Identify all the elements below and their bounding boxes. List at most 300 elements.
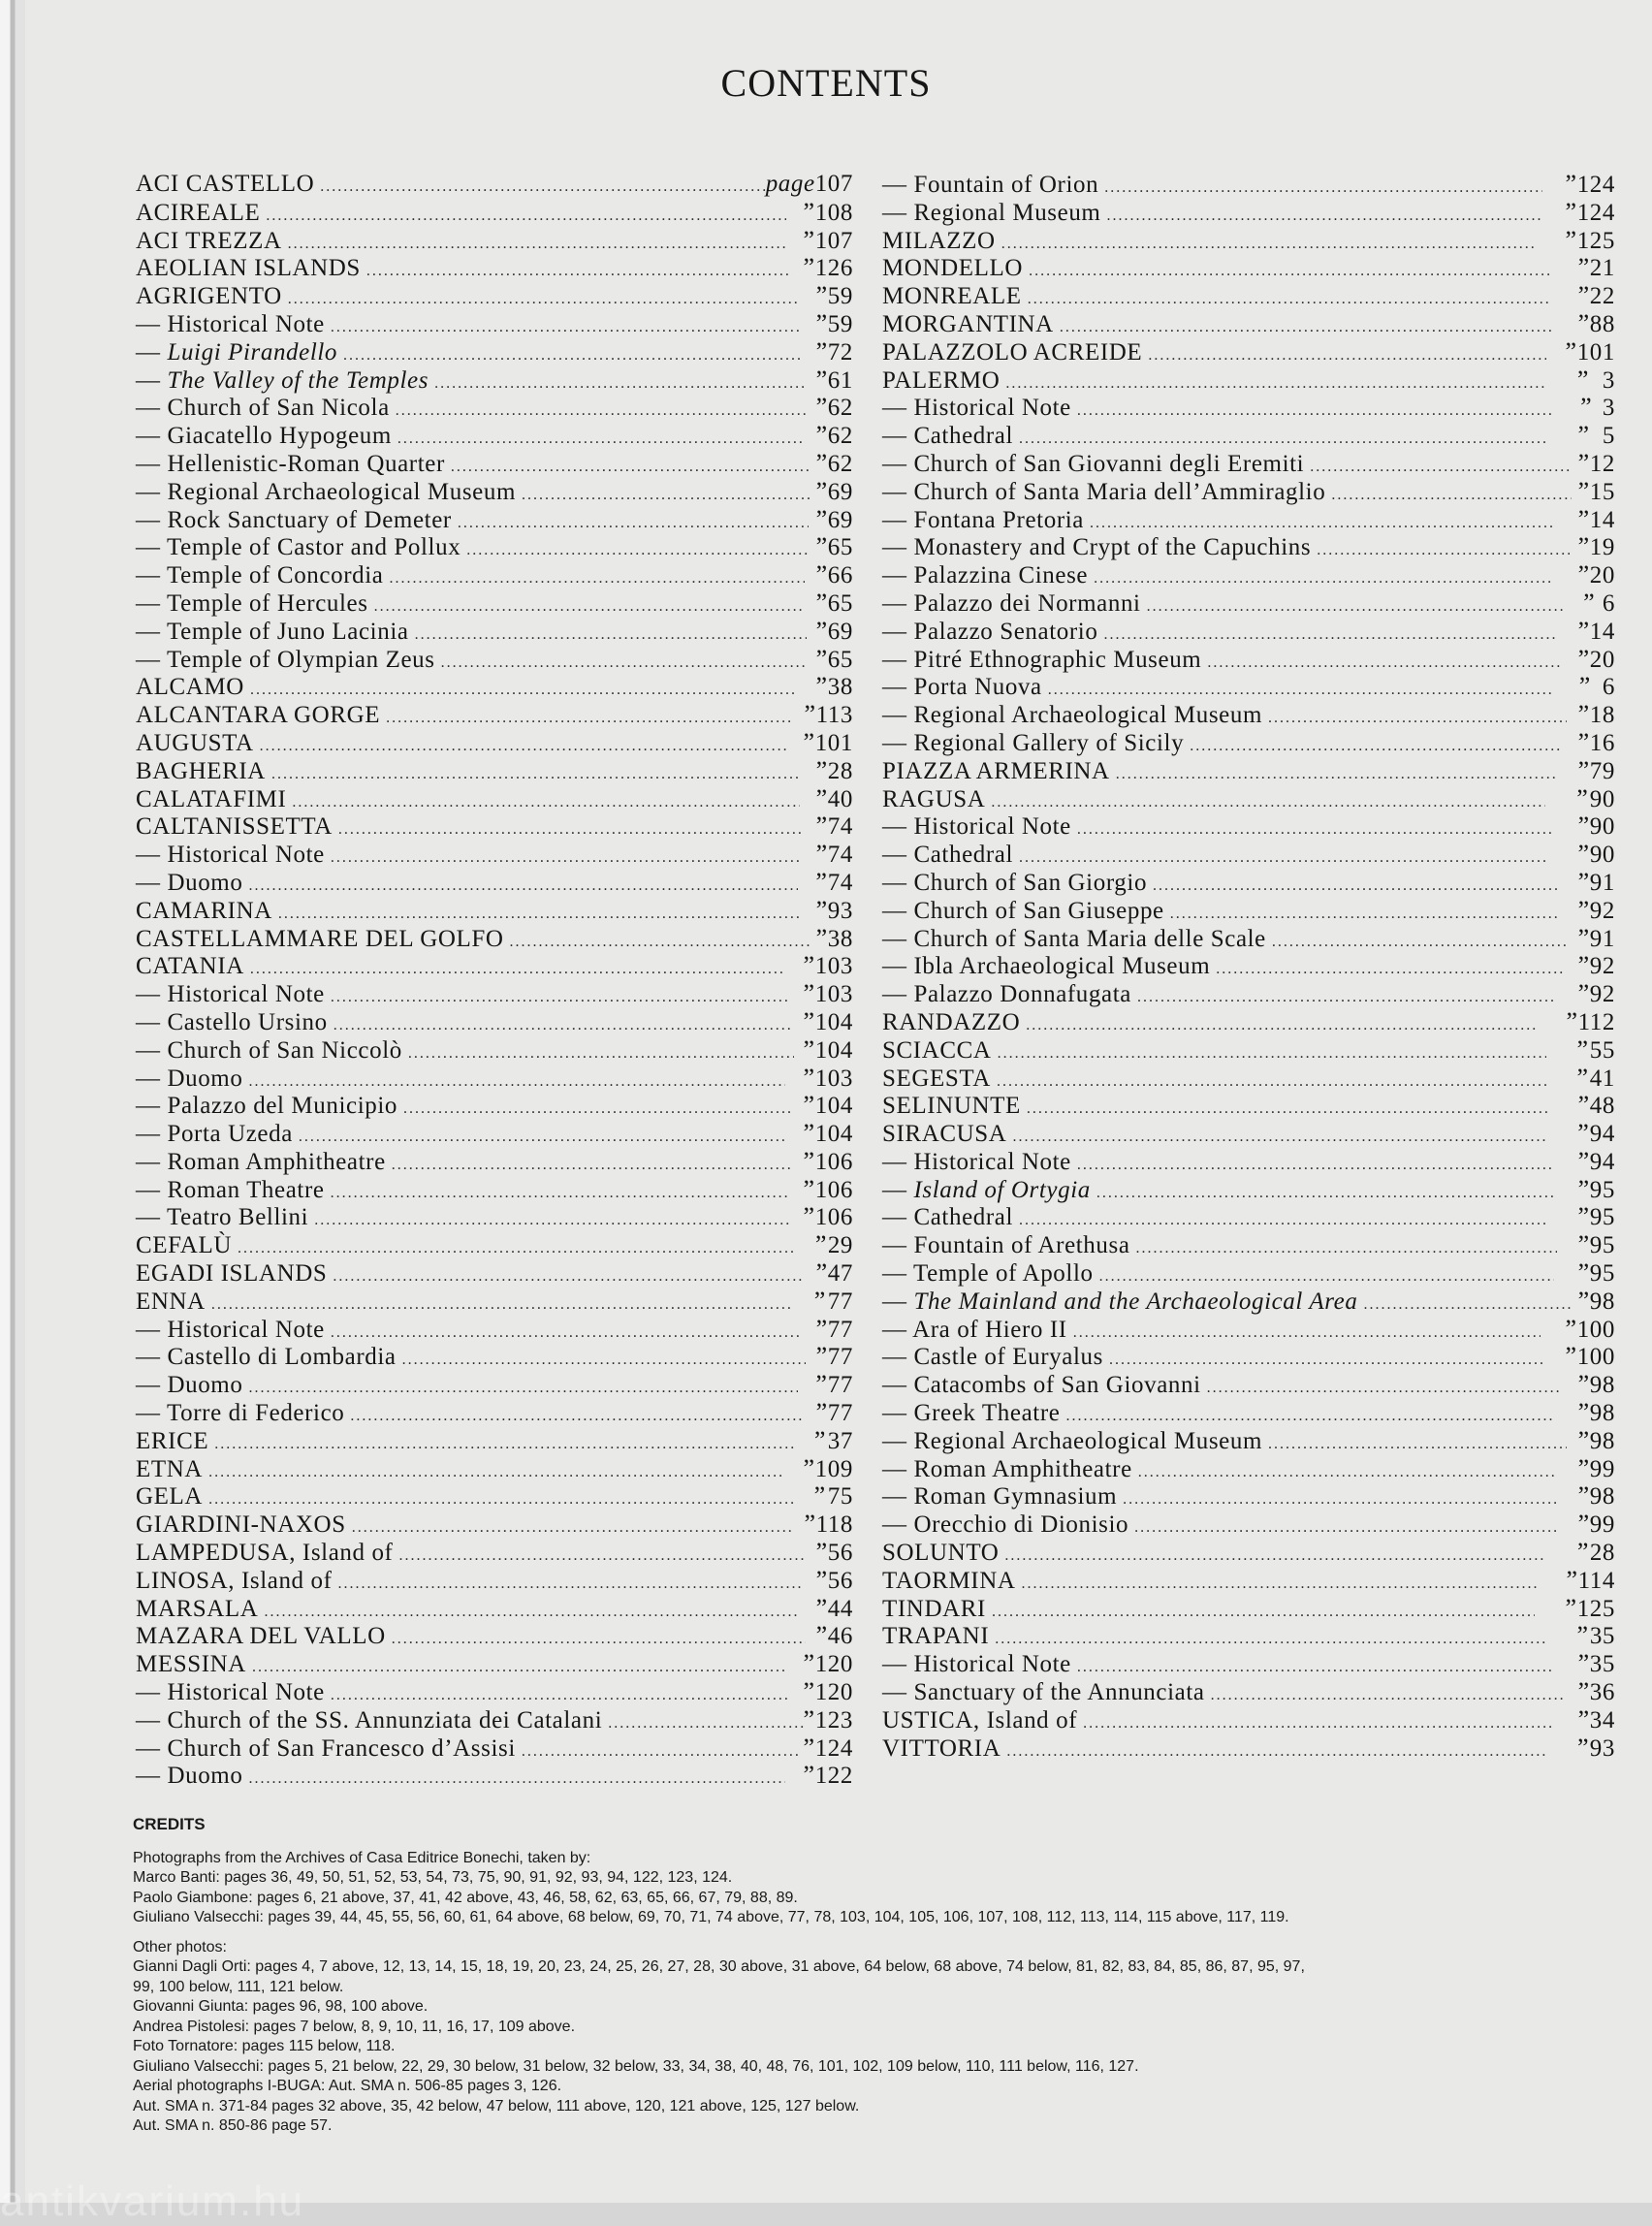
dot-leader: [1019, 426, 1548, 454]
ditto-mark: ”: [803, 1146, 815, 1175]
dot-leader: [266, 203, 786, 231]
page-word-label: page: [765, 171, 815, 197]
ditto-mark: ”: [813, 1286, 826, 1315]
entry-label: MORGANTINA: [882, 310, 1054, 337]
entry-page-number: 120: [814, 1651, 853, 1678]
contents-entry: [136, 199, 853, 227]
entry-page-number: 62: [827, 395, 853, 422]
dot-leader: [402, 1347, 806, 1375]
entry-page-number: 3: [1602, 395, 1615, 422]
credits-photographer-list: [133, 1868, 1606, 1928]
entry-page-number: 106: [814, 1204, 853, 1231]
ditto-mark: ”: [1577, 951, 1590, 980]
dot-leader: [1012, 1124, 1547, 1152]
entry-label: GIARDINI-NAXOS: [136, 1511, 346, 1539]
contents-entry: [136, 533, 853, 561]
entry-label: — Monastery and Crypt of the Capuchins: [882, 534, 1312, 561]
entry-page-number: 101: [1576, 338, 1615, 366]
ditto-mark: ”: [1577, 1370, 1590, 1399]
entry-label: — Island of Ortygia: [882, 1176, 1091, 1203]
contents-entry: [882, 282, 1615, 310]
contents-entry: [882, 366, 1615, 395]
entry-page-number: 6: [1602, 589, 1616, 617]
dot-leader: [1106, 203, 1542, 231]
dot-leader: [299, 1124, 788, 1152]
dot-leader: [1019, 1207, 1548, 1235]
ditto-mark: ”: [1580, 393, 1593, 422]
entry-label: — Church of San Niccolò: [136, 1036, 402, 1064]
entry-page-number: 95: [1589, 1176, 1615, 1203]
ditto-mark: ”: [1577, 1091, 1590, 1120]
entry-page-number: 77: [827, 1344, 853, 1371]
entry-label: — Duomo: [136, 1065, 243, 1092]
dot-leader: [1116, 761, 1556, 789]
entry-label: — Church of San Giorgio: [882, 869, 1148, 896]
entry-page-number: 93: [827, 897, 853, 924]
entry-page-number: 125: [1576, 227, 1615, 254]
ditto-mark: ”: [803, 979, 815, 1008]
entry-page-number: 103: [814, 1065, 853, 1092]
dot-leader: [1137, 984, 1557, 1012]
entry-page-number: 98: [1589, 1372, 1615, 1399]
dot-leader: [389, 565, 805, 593]
entry-label: — Temple of Juno Lacinia: [136, 618, 409, 645]
contents-entry: [136, 1706, 853, 1734]
dot-leader: [1048, 677, 1552, 705]
ditto-mark: ”: [815, 504, 828, 533]
ditto-mark: ”: [815, 448, 828, 477]
entry-page-number: 65: [827, 646, 853, 673]
entry-label: MESSINA: [136, 1651, 246, 1678]
ditto-mark: ”: [1577, 1119, 1590, 1148]
entry-label: — Castello di Lombardia: [136, 1344, 397, 1371]
entry-label: — Temple of Hercules: [136, 589, 368, 617]
dot-leader: [608, 1710, 803, 1738]
ditto-mark: ”: [803, 1063, 815, 1092]
entry-label: — Orecchio di Dionisio: [882, 1511, 1129, 1539]
contents-entry: [882, 729, 1615, 757]
credits-other-heading: Other photos:: [133, 1938, 227, 1956]
entry-label: — Castle of Euryalus: [882, 1344, 1103, 1371]
contents-entry: [882, 1176, 1615, 1204]
ditto-mark: ”: [815, 393, 828, 422]
contents-entry: [136, 1008, 853, 1036]
ditto-mark: ”: [1565, 225, 1577, 254]
entry-page-number: 65: [827, 534, 853, 561]
entry-page-number: 65: [827, 589, 853, 617]
entry-page-number: 98: [1589, 1288, 1615, 1315]
contents-entry: [136, 1482, 853, 1510]
entry-label: AEOLIAN ISLANDS: [136, 255, 361, 282]
entry-page-number: 5: [1602, 423, 1616, 450]
ditto-mark: ”: [1576, 1034, 1589, 1064]
entry-label: — Pitré Ethnographic Museum: [882, 646, 1202, 673]
ditto-mark: ”: [1576, 1621, 1589, 1650]
contents-entry: [882, 422, 1615, 450]
dot-leader: [248, 1765, 785, 1794]
entry-label: — Church of San Giovanni degli Eremiti: [882, 450, 1305, 477]
ditto-mark: ”: [803, 253, 815, 282]
contents-entry: [882, 1288, 1615, 1316]
contents-entry: [882, 394, 1615, 422]
contents-entry: [882, 199, 1615, 227]
contents-entry: [882, 1343, 1615, 1371]
entry-page-number: 106: [814, 1148, 853, 1175]
contents-entry: [882, 1259, 1615, 1288]
contents-entry: [136, 1092, 853, 1120]
dot-leader: [278, 901, 800, 929]
dot-leader: [1104, 175, 1542, 203]
contents-entry: [136, 589, 853, 618]
entry-label: ALCAMO: [136, 674, 244, 701]
ditto-mark: ”: [1577, 840, 1590, 869]
entry-label: SCIACCA: [882, 1036, 992, 1064]
ditto-mark: ”: [1577, 281, 1590, 310]
contents-entry: [136, 1120, 853, 1148]
entry-page-number: 44: [827, 1595, 853, 1622]
ditto-mark: ”: [815, 672, 828, 701]
contents-entry: [882, 533, 1615, 561]
contents-entry: [136, 841, 853, 869]
contents-entry: [882, 1539, 1615, 1567]
entry-label: ACI TREZZA: [136, 227, 282, 254]
entry-label: AUGUSTA: [136, 729, 254, 756]
entry-page-number: 95: [1589, 1232, 1615, 1259]
ditto-mark: ”: [1577, 867, 1590, 896]
entry-page-number: 104: [814, 1036, 853, 1064]
dot-leader: [1170, 901, 1560, 929]
entry-label: — Palazzo dei Normanni: [882, 589, 1141, 617]
ditto-mark: ”: [803, 1733, 815, 1762]
entry-page-number: 19: [1589, 534, 1615, 561]
entry-page-number: 28: [827, 757, 853, 784]
dot-leader: [415, 621, 807, 650]
contents-entry: [136, 785, 853, 813]
entry-page-number: 14: [1589, 506, 1615, 533]
contents-entry: [136, 1036, 853, 1065]
entry-page-number: 104: [814, 1093, 853, 1120]
ditto-mark: ”: [1565, 336, 1577, 366]
dot-leader: [1138, 1459, 1557, 1487]
credits-line: Paolo Giambone: pages 6, 21 above, 37, 41, 42 above, 43, 46, 58, 62, 63, 65, 66, 67, 79, 88, 89.: [133, 1889, 798, 1906]
ditto-mark: ”: [815, 1621, 828, 1650]
entry-label: LINOSA, Island of: [136, 1567, 333, 1594]
dot-leader: [211, 1291, 794, 1320]
entry-page-number: 124: [1576, 199, 1615, 226]
dot-leader: [992, 1599, 1535, 1627]
entry-page-number: 3: [1602, 366, 1615, 394]
entry-page-number: 72: [827, 338, 853, 366]
entry-label: — Temple of Concordia: [136, 562, 384, 589]
dot-leader: [1005, 370, 1546, 398]
entry-label: PALERMO: [882, 366, 1001, 394]
contents-entry: [882, 1455, 1615, 1483]
contents-entry: [136, 506, 853, 534]
dot-leader: [331, 314, 802, 342]
dot-leader: [331, 1682, 790, 1710]
entry-page-number: 92: [1589, 981, 1615, 1008]
dot-leader: [238, 1235, 797, 1263]
ditto-mark: ”: [1565, 1314, 1577, 1343]
entry-page-number: 77: [827, 1400, 853, 1427]
dot-leader: [331, 1180, 790, 1208]
dot-leader: [288, 231, 788, 259]
entry-page-number: 47: [827, 1260, 853, 1288]
entry-label: SIRACUSA: [882, 1121, 1007, 1148]
dot-leader: [1207, 650, 1562, 678]
contents-entry: [882, 701, 1615, 729]
entry-page-number: 77: [827, 1372, 853, 1399]
entry-page-number: 74: [827, 842, 853, 869]
ditto-mark: ”: [815, 1398, 828, 1427]
credits-line: Andrea Pistolesi: pages 7 below, 8, 9, 10, 11, 16, 17, 109 above.: [133, 2018, 576, 2035]
contents-entry: [882, 506, 1615, 534]
dot-leader: [392, 1152, 793, 1180]
contents-entry: [882, 1734, 1615, 1763]
ditto-mark: ”: [1577, 1146, 1590, 1175]
entry-page-number: 20: [1589, 562, 1615, 589]
ditto-mark: ”: [815, 783, 828, 812]
entry-page-number: 62: [827, 423, 853, 450]
dot-leader: [331, 984, 790, 1012]
entry-label: — Historical Note: [882, 395, 1071, 422]
entry-label-italic: Island of Ortygia: [913, 1176, 1091, 1203]
contents-entry: [882, 1316, 1615, 1344]
entry-page-number: 93: [1589, 1734, 1615, 1762]
contents-entry: [136, 171, 853, 199]
entry-page-number: 59: [827, 283, 853, 310]
contents-entry: [136, 422, 853, 450]
entry-page-number: 90: [1589, 842, 1616, 869]
entry-label: MAZARA DEL VALLO: [136, 1623, 386, 1650]
entry-label: — Historical Note: [136, 842, 325, 869]
entry-label: — Church of San Giuseppe: [882, 897, 1164, 924]
entry-label: BAGHERIA: [136, 757, 266, 784]
dot-leader: [1094, 565, 1554, 593]
contents-entry: [882, 1203, 1615, 1231]
entry-page-number: 74: [827, 813, 853, 841]
entry-label: ENNA: [136, 1288, 206, 1315]
dot-leader: [1027, 1096, 1549, 1124]
entry-page-number: 94: [1589, 1121, 1615, 1148]
credits-intro: Photographs from the Archives of Casa Editrice Bonechi, taken by:: [133, 1849, 591, 1866]
entry-page-number: 6: [1602, 674, 1615, 701]
ditto-mark: ”: [1565, 197, 1577, 226]
entry-page-number: 62: [827, 450, 853, 477]
dot-leader: [1190, 733, 1561, 761]
entry-label: — The Mainland and the Archaeological Area: [882, 1288, 1358, 1315]
entry-label: MONDELLO: [882, 255, 1024, 282]
dot-leader: [1268, 1431, 1567, 1459]
contents-entry: [136, 980, 853, 1008]
ditto-mark: ”: [815, 336, 828, 366]
contents-entry: [882, 897, 1615, 925]
contents-entry: [136, 646, 853, 674]
dot-leader: [366, 258, 792, 286]
dot-leader: [1103, 621, 1554, 650]
dot-leader: [441, 650, 809, 678]
entry-page-number: 99: [1589, 1455, 1615, 1482]
entry-label: — Duomo: [136, 1372, 243, 1399]
entry-page-number: 108: [814, 199, 853, 226]
entry-page-number: 77: [827, 1316, 853, 1343]
entry-label: — Temple of Castor and Pollux: [136, 534, 461, 561]
dot-leader: [343, 342, 803, 370]
entry-page-number: 91: [1589, 869, 1615, 896]
dot-leader: [288, 286, 800, 314]
contents-entry: [136, 366, 853, 395]
ditto-mark: ”: [1577, 755, 1590, 784]
entry-label: TINDARI: [882, 1595, 986, 1622]
ditto-mark: ”: [1577, 1649, 1590, 1678]
entry-page-number: 107: [814, 171, 853, 197]
ditto-mark: ”: [815, 1565, 828, 1594]
contents-entry: [882, 1482, 1615, 1510]
contents-entry: [136, 1762, 853, 1790]
contents-entry: [136, 1734, 853, 1763]
ditto-mark: ”: [1576, 1733, 1590, 1762]
entry-page-number: 104: [814, 1008, 853, 1035]
ditto-mark: ”: [1577, 1453, 1590, 1482]
contents-entry: [136, 1678, 853, 1706]
ditto-mark: ”: [815, 923, 828, 952]
dot-leader: [1317, 537, 1570, 565]
contents-entry: [136, 1343, 853, 1371]
entry-page-number: 101: [814, 729, 853, 756]
ditto-mark: ”: [1565, 1593, 1577, 1622]
ditto-mark: ”: [815, 1342, 828, 1371]
ditto-mark: ”: [815, 1538, 828, 1567]
contents-entry: [882, 952, 1615, 980]
contents-entry: [882, 1595, 1615, 1623]
entry-page-number: 37: [827, 1427, 853, 1454]
dot-leader: [434, 370, 808, 398]
entry-label: — Ara of Hiero II: [882, 1316, 1067, 1343]
page-edge: [0, 0, 25, 2203]
ditto-mark: ”: [1566, 1565, 1578, 1594]
contents-entry: [136, 925, 853, 953]
contents-entry: [882, 1231, 1615, 1259]
ditto-mark: ”: [1577, 700, 1590, 729]
entry-label: — Rock Sanctuary of Demeter: [136, 506, 452, 533]
entry-page-number: 46: [827, 1623, 853, 1650]
entry-page-number: 66: [827, 562, 853, 589]
entry-label: — Cathedral: [882, 423, 1014, 450]
ditto-mark: ”: [803, 1119, 815, 1148]
entry-page-number: 28: [1589, 1540, 1616, 1567]
dot-leader: [1211, 1682, 1563, 1710]
ditto-mark: ”: [1577, 308, 1590, 337]
entry-page-number: 75: [827, 1483, 853, 1510]
dot-leader: [264, 1599, 798, 1627]
entry-label: RAGUSA: [882, 785, 986, 812]
entry-page-number: 91: [1589, 925, 1615, 952]
ditto-mark: ”: [1576, 1538, 1590, 1567]
ditto-mark: ”: [1577, 1286, 1590, 1315]
entry-page-number: 120: [814, 1679, 853, 1706]
ditto-mark: ”: [815, 560, 828, 589]
entry-label: — Roman Gymnasium: [882, 1483, 1118, 1510]
entry-label: — Regional Archaeological Museum: [882, 702, 1263, 729]
dot-leader: [1026, 1012, 1538, 1040]
entry-label: — Duomo: [136, 1763, 243, 1790]
entry-label: TRAPANI: [882, 1623, 990, 1650]
contents-entry: [882, 1567, 1615, 1595]
entry-page-number: 29: [827, 1232, 854, 1259]
entry-label: AGRIGENTO: [136, 283, 282, 310]
entry-page-number: 48: [1589, 1093, 1615, 1120]
ditto-mark: ”: [803, 951, 815, 980]
dot-leader: [1123, 1486, 1556, 1514]
contents-entry: [136, 812, 853, 841]
entry-label: SEGESTA: [882, 1065, 991, 1092]
contents-entry: [882, 171, 1615, 199]
entry-page-number: 16: [1589, 729, 1615, 756]
contents-entry: [136, 561, 853, 589]
credits-line: Aut. SMA n. 850-86 page 57.: [133, 2117, 333, 2134]
contents-entry: [136, 1203, 853, 1231]
entry-label: — Teatro Bellini: [136, 1204, 309, 1231]
dot-leader: [1001, 231, 1536, 259]
dot-leader: [1136, 1235, 1557, 1263]
entry-label: — Temple of Olympian Zeus: [136, 646, 435, 673]
credits-heading: CREDITS: [133, 1815, 206, 1833]
ditto-mark: ”: [1577, 895, 1590, 924]
ditto-mark: ”: [814, 1230, 828, 1259]
contents-entry: [136, 897, 853, 925]
entry-page-number: 34: [1589, 1706, 1615, 1733]
entry-label: — Castello Ursino: [136, 1008, 328, 1035]
contents-entry: [882, 1510, 1615, 1539]
ditto-mark: ”: [1577, 811, 1590, 841]
entry-page-number: 69: [827, 478, 853, 505]
ditto-mark: ”: [1576, 365, 1590, 394]
ditto-mark: ”: [803, 1034, 815, 1064]
ditto-mark: ”: [803, 1677, 815, 1706]
entry-label: — Regional Archaeological Museum: [136, 478, 517, 505]
ditto-mark: ”: [803, 197, 815, 226]
dot-leader: [338, 1571, 803, 1599]
entry-label: TAORMINA: [882, 1567, 1016, 1594]
entry-label: ETNA: [136, 1455, 204, 1482]
contents-entry: [136, 254, 853, 282]
contents-entry: [136, 1510, 853, 1539]
dot-leader: [1022, 1571, 1539, 1599]
entry-label-italic: The Mainland and the Archaeological Area: [913, 1288, 1358, 1315]
ditto-mark: ”: [815, 840, 828, 869]
entry-label: — Fontana Pretoria: [882, 506, 1084, 533]
contents-entry: [136, 1371, 853, 1399]
entry-label-italic: The Valley of the Temples: [167, 366, 429, 394]
ditto-mark: ”: [1583, 588, 1596, 617]
dot-leader: [248, 1375, 797, 1403]
contents-entry: [882, 1120, 1615, 1148]
dot-leader: [1019, 844, 1548, 873]
ditto-mark: ”: [803, 1453, 815, 1482]
entry-label: CALATAFIMI: [136, 785, 287, 812]
entry-page-number: 35: [1589, 1651, 1615, 1678]
entry-label: MONREALE: [882, 283, 1022, 310]
entry-label: MILAZZO: [882, 227, 996, 254]
ditto-mark: ”: [1577, 421, 1590, 450]
ditto-mark: ”: [815, 895, 828, 924]
ditto-mark: ”: [804, 1510, 816, 1539]
entry-label: CEFALÙ: [136, 1232, 232, 1259]
ditto-mark: ”: [1566, 1006, 1578, 1035]
page-title: CONTENTS: [720, 61, 932, 105]
contents-entry: [882, 1650, 1615, 1678]
ditto-mark: ”: [815, 532, 828, 561]
